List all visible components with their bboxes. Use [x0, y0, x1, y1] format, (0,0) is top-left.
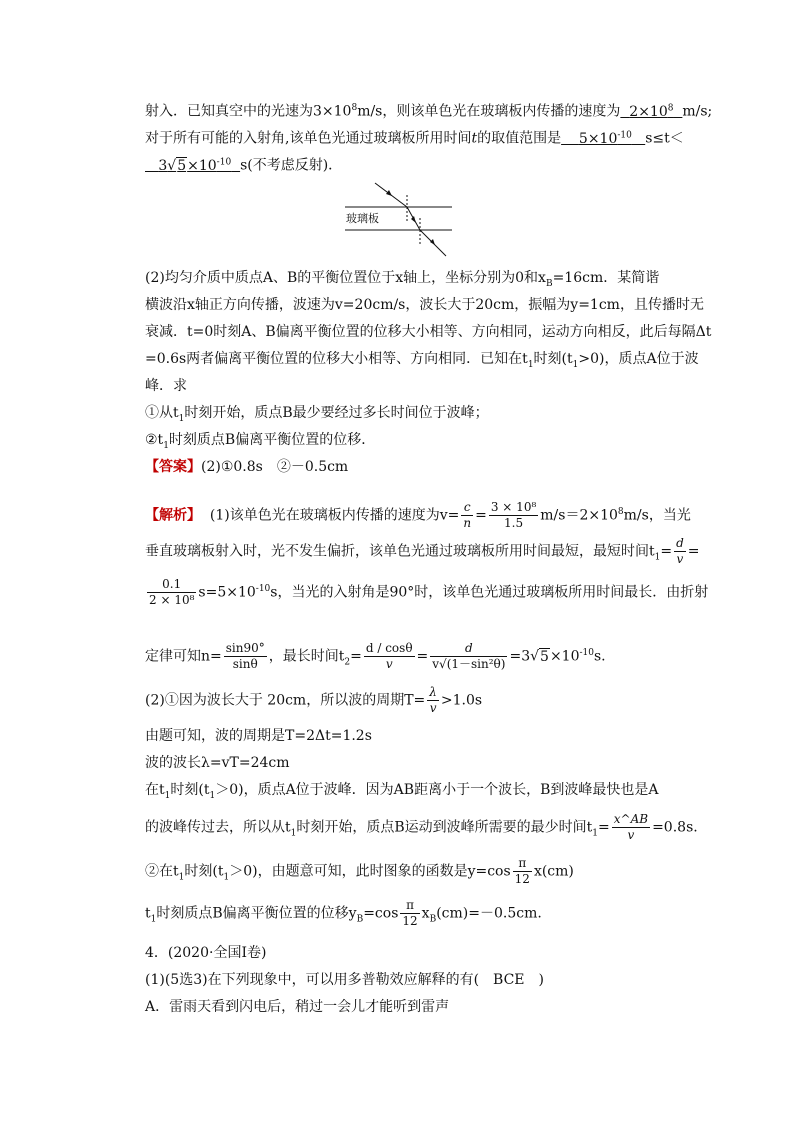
- emergent-ray: [420, 230, 446, 256]
- choice-answer: BCE: [493, 972, 525, 988]
- analysis-line: ②在$t_1$时刻$(t_1>0)$，由题意可知，此时图象的函数是y=cos $\frac{\pi}{12}$ x(cm): [145, 856, 574, 886]
- answer-blank: $2\times 10^8$: [629, 103, 674, 120]
- analysis-line: 在$t_1$时刻$(t_1>0)$，质点A位于波峰．因为AB距离小于一个波长，B到波峰最快也是A: [145, 782, 659, 801]
- analysis-line: 【解析】 (1)该单色光在玻璃板内传播的速度为v= $\frac{c}{n}$ = $\frac{\text{3 × 10⁸}}{1.5}$ $m/s=2\times 10^8m/s$，当光: [145, 500, 691, 531]
- arrow-icon: [386, 190, 392, 196]
- analysis-line: 垂直玻璃板射入时，光不发生偏折，该单色光通过玻璃板所用时间最短，最短时间$t_1=$ $\frac{d}{v}$ =: [145, 536, 700, 566]
- refracted-ray: [407, 207, 420, 230]
- question-item: ①从$t_1$时刻开始，质点B最少要经过多长时间位于波峰；: [145, 405, 489, 424]
- analysis-line: (2)①因为波长大于 20cm，所以波的周期T= $\frac{\lambda}{v}$ >1.0s: [145, 685, 483, 715]
- answer-label: 【答案】: [145, 459, 201, 475]
- analysis-line: $t_1$时刻质点B偏离平衡位置的位移$y_B=\cos$ $\frac{\pi}{12}$ $x_B(cm)=-0.5cm$.: [145, 898, 542, 928]
- question-item: $②t_1$时刻质点B偏离平衡位置的位移．: [145, 432, 376, 451]
- text-line: (2)均匀介质中质点A、B的平衡位置位于x轴上，坐标分别为0和$x_B=16cm$．某简谐: [145, 270, 660, 289]
- analysis-line: 波的波长λ=vT=24cm: [145, 755, 290, 771]
- text-line: 衰减．t=0时刻A、B偏离平衡位置的位移大小相等、方向相同，运动方向相反，此后每隔Δt: [145, 324, 712, 340]
- question-heading: 4．(2020·全国Ⅰ卷): [145, 945, 267, 961]
- analysis-line: 定律可知n= $\frac{\sin 90^\circ}{\sin\theta}$ ，最长时间$t_2=$ $\frac{d / \cos\theta}{v}$ = $\frac{d}{\text{v√(1－sin²θ)}}$ $=3√5\times 10^{-10}s$.: [145, 641, 606, 672]
- option-a: A．雷雨天看到闪电后，稍过一会儿才能听到雷声: [145, 999, 450, 1015]
- answer-line: 【答案】(2)①0.8s ②－0.5cm: [145, 459, 349, 475]
- incident-ray: [375, 183, 407, 207]
- analysis-line: 的波峰传过去，所以从$t_1$时刻开始，质点B运动到波峰所需要的最少时间$t_1=$ $\frac{x\^{}AB}{v}$ =0.8s.: [145, 812, 698, 842]
- text-line: 横波沿x轴正方向传播，波速为v=20cm/s，波长大于20cm，振幅为y=1cm，且传播时无: [145, 297, 704, 313]
- text-line: 对于所有可能的入射角,该单色光通过玻璃板所用时间t的取值范围是 $5\times 10^{-10}$ s≤t＜: [145, 130, 684, 147]
- text-line: 峰．求: [145, 378, 187, 394]
- question-stem: (1)(5选3)在下列现象中，可以用多普勒效应解释的有( BCE ): [145, 972, 544, 988]
- arrow-icon: [411, 216, 416, 223]
- figure-label: 玻璃板: [346, 212, 379, 225]
- answer-blank: $5\times 10^{-10}$: [578, 130, 632, 147]
- text-line: 射入．已知真空中的光速为$3\times 10^8m/s$，则该单色光在玻璃板内传播的速度为 $2\times 10^8$ m/s;: [145, 103, 713, 120]
- analysis-label: 【解析】: [145, 507, 201, 524]
- analysis-line: 由题可知，波的周期是T=2Δt=1.2s: [145, 728, 372, 744]
- text-line: =0.6s两者偏离平衡位置的位移大小相等、方向相同．已知在$t_1$时刻$(t_1>0)$，质点A位于波: [145, 351, 699, 370]
- analysis-line: $\frac{0.1}{\text{2 × 10⁸}}$ $s=5\times 10^{-10}s$，当光的入射角是90°时，该单色光通过玻璃板所用时间最长．由折射: [149, 577, 709, 608]
- text-line: $3√5\times 10^{-10}$ s(不考虑反射)．: [145, 152, 342, 176]
- answer-blank: $3√5\times 10^{-10}$: [158, 157, 232, 174]
- arrow-icon: [430, 239, 435, 245]
